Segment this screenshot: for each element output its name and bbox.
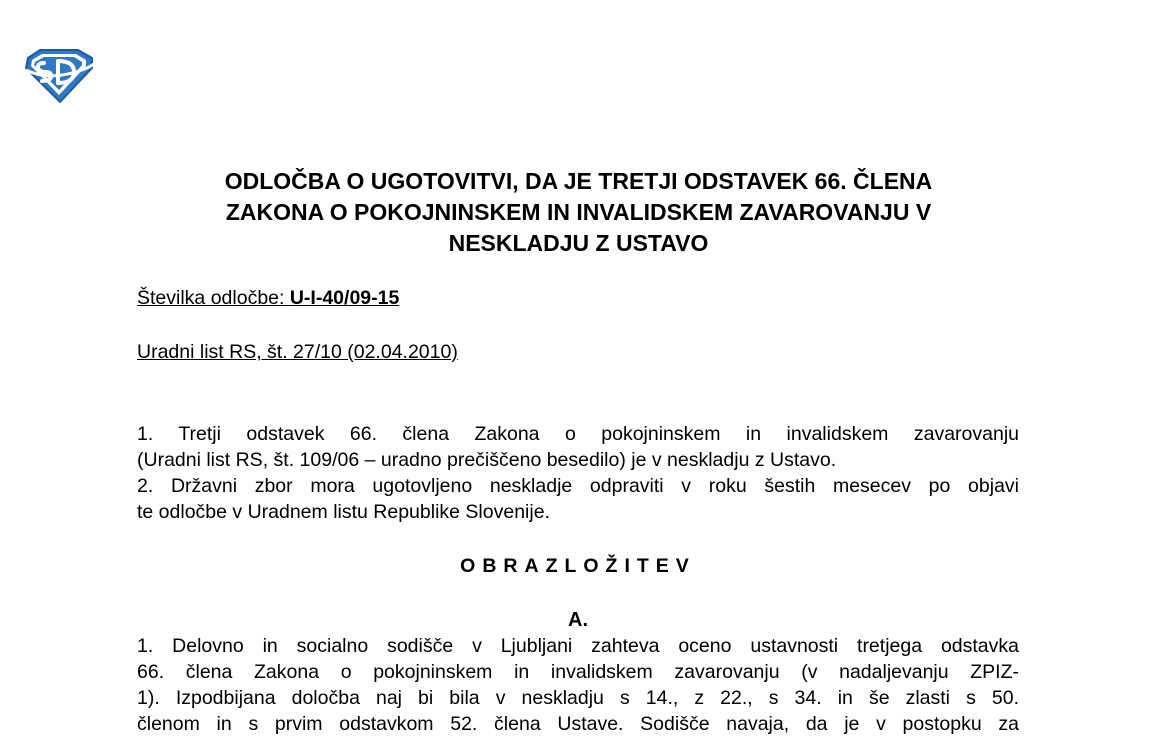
reasoning-heading: OBRAZLOŽITEV [460,555,696,577]
ruling-block [137,421,1019,525]
section-a-line: členom in s prvim odstavkom 52. člena Ustave. Sodišče navaja, da je v postopku za [137,713,1019,735]
section-a-heading: A. [568,609,588,631]
title-line: NESKLADJU Z USTAVO [448,230,709,256]
section-a-line: 1. Delovno in socialno sodišče v Ljubljani zahteva oceno ustavnosti tretjega odstavka [137,635,1019,657]
decision-number-label: Številka odločbe: [137,287,290,309]
ruling-line: 2. Državni zbor mora ugotovljeno neskladje odpraviti v roku šestih mesecev po objavi [137,475,1019,497]
gazette-reference: Uradni list RS, št. 27/10 (02.04.2010) [137,341,458,363]
shield-logo-icon [22,48,96,104]
section-a-line: 1). Izpodbijana določba naj bi bila v neskladju s 14., z 22., s 34. in še zlasti s 50. [137,687,1019,709]
decision-number-value: U-I-40/09-15 [289,287,400,309]
section-a-body [137,633,1019,737]
logo [22,48,96,104]
ruling-line: (Uradni list RS, št. 109/06 – uradno prečiščeno besedilo) je v neskladju z Ustavo. [137,449,837,471]
title-line: ODLOČBA O UGOTOVITVI, DA JE TRETJI ODSTAVEK 66. ČLENA [224,168,933,194]
title-line: ZAKONA O POKOJNINSKEM IN INVALIDSKEM ZAVAROVANJU V [225,199,932,225]
ruling-line: te odločbe v Uradnem listu Republike Slovenije. [137,501,550,523]
ruling-line: 1. Tretji odstavek 66. člena Zakona o pokojninskem in invalidskem zavarovanju [137,423,1019,445]
document-title [120,166,1037,259]
decision-number [137,287,399,310]
section-a-line: 66. člena Zakona o pokojninskem in invalidskem zavarovanju (v nadaljevanju ZPIZ- [137,661,1019,683]
